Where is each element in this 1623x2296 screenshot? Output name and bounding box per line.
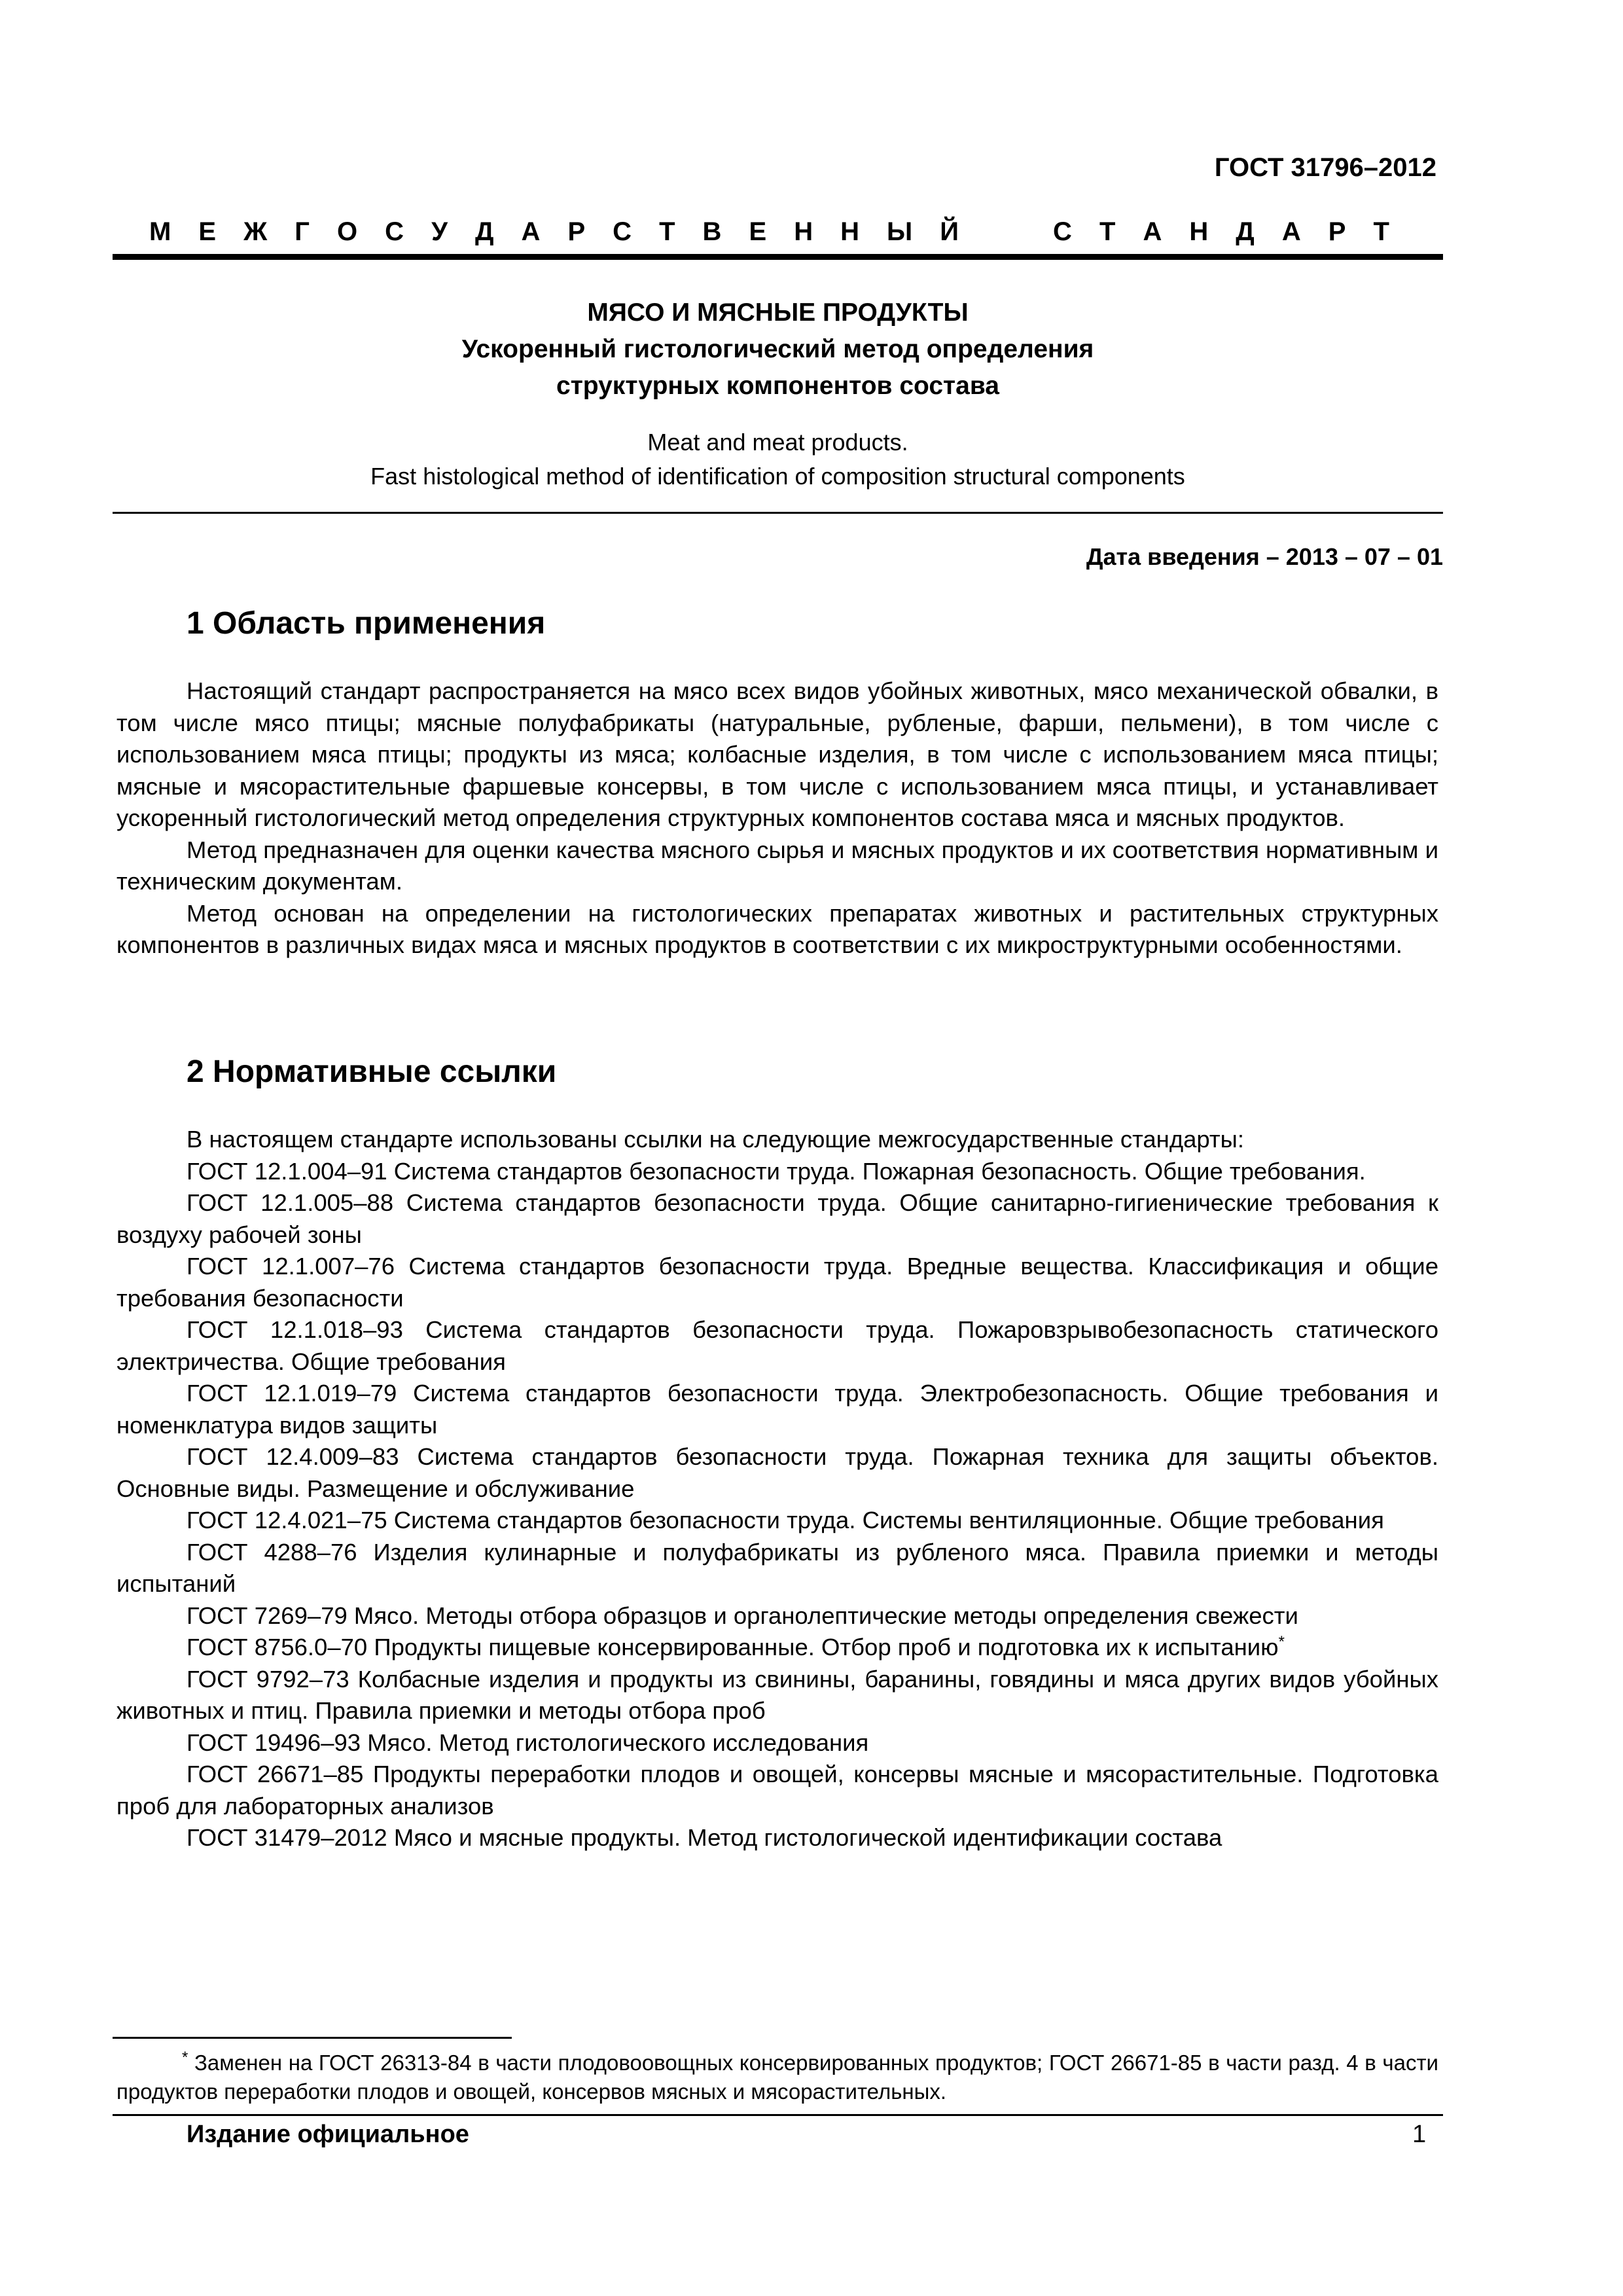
title-block xyxy=(113,295,1443,493)
footnote-text: Заменен на ГОСТ 26313-84 в части плодовоовощных консервированных продуктов; ГОСТ 26671-85 в части разд. 4 в части продуктов переработки плодов и овощей, консервов мясных и мясорастительных. xyxy=(116,2051,1438,2104)
footnote-rule xyxy=(113,2037,512,2039)
section1-body xyxy=(116,675,1438,961)
letter: У xyxy=(431,217,448,246)
interstate-standard-heading xyxy=(149,217,1389,247)
page-number: 1 xyxy=(1412,2121,1427,2148)
paragraph: Метод основан на определении на гистологических препаратах животных и растительных структурных компонентов в различных видах мяса и мясных продуктов в соответствии с их микроструктурными особенностями. xyxy=(116,899,1438,958)
letter: С xyxy=(613,217,632,246)
letter: Й xyxy=(940,217,959,246)
reference-item: ГОСТ 12.1.018–93 Система стандартов безопасности труда. Пожаровзрывобезопасность статического электричества. Общие требования xyxy=(116,1316,1438,1375)
reference-item: ГОСТ 12.1.004–91 Система стандартов безопасности труда. Пожарная безопасность. Общие требования. xyxy=(187,1157,1366,1185)
reference-item: ГОСТ 4288–76 Изделия кулинарные и полуфабрикаты из рубленого мяса. Правила приемки и методы испытаний xyxy=(116,1538,1438,1597)
letter: Е xyxy=(198,217,217,246)
footer-rule xyxy=(113,2114,1443,2116)
letter: Н xyxy=(1189,217,1209,246)
letter: Т xyxy=(659,217,675,246)
letter: Р xyxy=(567,217,586,246)
section1-heading: 1 Область применения xyxy=(187,606,546,641)
letter: Ы xyxy=(887,217,913,246)
reference-item: ГОСТ 26671–85 Продукты переработки плодов и овощей, консервы мясные и мясорастительные. Подготовка проб для лабораторных анализов xyxy=(116,1761,1438,1820)
letter: Е xyxy=(749,217,767,246)
section2-body xyxy=(116,1124,1438,1854)
title-ru-line3: структурных компонентов состава xyxy=(556,372,999,400)
letter: Г xyxy=(294,217,310,246)
letter: Р xyxy=(1328,217,1346,246)
reference-item: ГОСТ 31479–2012 Мясо и мясные продукты. Метод гистологической идентификации состава xyxy=(187,1824,1222,1851)
title-en-line1: Meat and meat products. xyxy=(647,429,908,456)
title-ru-line2: Ускоренный гистологический метод определения xyxy=(461,335,1094,363)
footnote-marker: * xyxy=(1278,1632,1285,1651)
footnote-marker: * xyxy=(182,2049,188,2066)
paragraph: Метод предназначен для оценки качества мясного сырья и мясных продуктов и их соответствия нормативным и техническим документам. xyxy=(116,836,1438,895)
reference-item: ГОСТ 12.1.019–79 Система стандартов безопасности труда. Электробезопасность. Общие требования и номенклатура видов защиты xyxy=(116,1380,1438,1439)
reference-item: ГОСТ 12.1.007–76 Система стандартов безопасности труда. Вредные вещества. Классификация и общие требования безопасности xyxy=(116,1253,1438,1312)
reference-item-with-footnote xyxy=(116,1632,1438,1664)
reference-item: ГОСТ 12.4.021–75 Система стандартов безопасности труда. Системы вентиляционные. Общие требования xyxy=(187,1507,1384,1534)
official-edition-label: Издание официальное xyxy=(187,2121,469,2148)
reference-item: ГОСТ 12.4.009–83 Система стандартов безопасности труда. Пожарная техника для защиты объектов. Основные виды. Размещение и обслуживание xyxy=(116,1443,1438,1502)
letter: М xyxy=(149,217,171,246)
title-en-line2: Fast histological method of identification of composition structural components xyxy=(370,463,1185,490)
introduction-date: Дата введения – 2013 – 07 – 01 xyxy=(1086,543,1443,570)
letter: О xyxy=(336,217,358,246)
letter: Т xyxy=(1373,217,1389,246)
gost-code: ГОСТ 31796–2012 xyxy=(1214,153,1436,182)
letter: С xyxy=(385,217,404,246)
reference-item: ГОСТ 7269–79 Мясо. Методы отбора образцов и органолептические методы определения свежести xyxy=(187,1602,1298,1629)
letter: А xyxy=(521,217,541,246)
letter: В xyxy=(702,217,722,246)
letter: С xyxy=(1053,217,1072,246)
header-rule xyxy=(113,254,1443,260)
title-rule xyxy=(113,512,1443,514)
reference-item: ГОСТ 12.1.005–88 Система стандартов безопасности труда. Общие санитарно-гигиенические требования к воздуху рабочей зоны xyxy=(116,1189,1438,1248)
letter: А xyxy=(1143,217,1162,246)
reference-item: ГОСТ 9792–73 Колбасные изделия и продукты из свинины, баранины, говядины и мяса других видов убойных животных и птиц. Правила приемки и методы отбора проб xyxy=(116,1665,1438,1724)
paragraph: Настоящий стандарт распространяется на мясо всех видов убойных животных, мясо механической обвалки, в том числе мясо птицы; мясные полуфабрикаты (натуральные, рубленые, фарши, пельмени), в том числе с использованием мяса птицы; продукты из мяса; колбасные изделия, в том числе с использованием мяса птицы; мясные и мясорастительные фаршевые консервы, в том числе с использованием мяса птицы, и устанавливает ускоренный гистологический метод определения структурных компонентов состава мяса и мясных продуктов. xyxy=(116,677,1438,831)
footnote xyxy=(116,2049,1438,2106)
section2-heading: 2 Нормативные ссылки xyxy=(187,1054,557,1089)
letter: А xyxy=(1281,217,1301,246)
letter: Н xyxy=(794,217,813,246)
title-ru-line1: МЯСО И МЯСНЫЕ ПРОДУКТЫ xyxy=(587,298,969,327)
letter: Н xyxy=(840,217,859,246)
letter: Д xyxy=(474,217,494,246)
reference-item: ГОСТ 19496–93 Мясо. Метод гистологического исследования xyxy=(187,1729,869,1756)
letter: Т xyxy=(1099,217,1116,246)
references-intro: В настоящем стандарте использованы ссылки на следующие межгосударственные стандарты: xyxy=(187,1126,1245,1153)
letter: Д xyxy=(1236,217,1255,246)
word-gap xyxy=(986,217,1026,247)
letter: Ж xyxy=(243,217,268,246)
reference-text: ГОСТ 8756.0–70 Продукты пищевые консервированные. Отбор проб и подготовка их к испытанию xyxy=(187,1634,1279,1660)
